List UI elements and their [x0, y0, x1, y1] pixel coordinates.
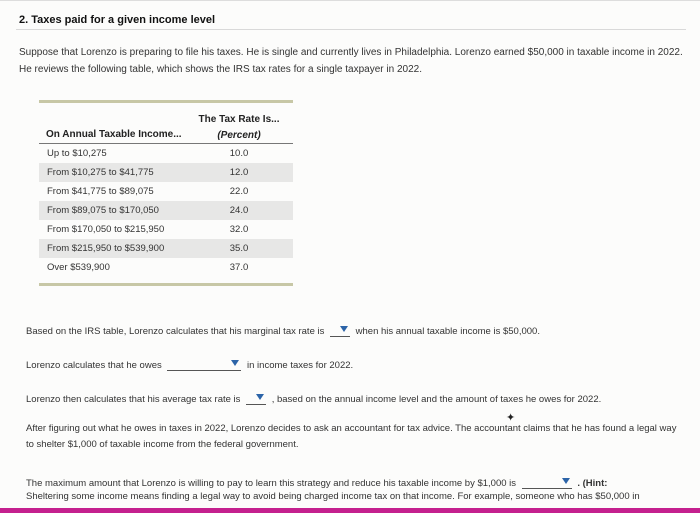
- dropdown-arrow-icon: [562, 478, 570, 484]
- table-row: [39, 220, 293, 239]
- table-row: [39, 182, 293, 201]
- taxes-owed-text: Lorenzo calculates that he owes: [26, 360, 162, 371]
- dropdown-arrow-icon: [231, 360, 239, 366]
- max-pay-question: [26, 475, 607, 489]
- col-income-header: On Annual Taxable Income...: [46, 129, 182, 140]
- max-pay-text: The maximum amount that Lorenzo is willing to pay to learn this strategy and reduce his taxable income by $1,000 is: [26, 478, 517, 489]
- average-rate-suffix: , based on the annual income level and the amount of taxes he owes for 2022.: [271, 394, 602, 405]
- table-body: [39, 144, 293, 277]
- average-rate-dropdown[interactable]: [246, 391, 266, 405]
- rate-cell: 35.0: [229, 243, 249, 254]
- question-title: 2. Taxes paid for a given income level: [19, 14, 216, 26]
- intro-paragraph: Suppose that Lorenzo is preparing to file his taxes. He is single and currently lives in Philadelphia. Lorenzo earned $50,000 in taxable income in 2022. He reviews the following table, which shows the IRS tax rates for a single taxpayer in 2022.: [19, 47, 683, 75]
- table-row: [39, 239, 293, 258]
- taxes-owed-suffix: in income taxes for 2022.: [247, 360, 354, 371]
- table-row: [39, 144, 293, 163]
- rate-cell: 37.0: [229, 262, 249, 273]
- accent-bar: [0, 508, 700, 513]
- col-rate-header-line1: The Tax Rate Is...: [198, 114, 280, 125]
- marginal-rate-dropdown[interactable]: [330, 323, 350, 337]
- rate-cell: 24.0: [229, 205, 249, 216]
- mouse-cursor-icon: ✦: [506, 412, 516, 424]
- marginal-rate-suffix: when his annual taxable income is $50,000.: [355, 326, 540, 337]
- income-cell: From $170,050 to $215,950: [47, 224, 165, 235]
- dropdown-arrow-icon: [340, 326, 348, 332]
- marginal-rate-question: [26, 323, 540, 337]
- table-header: [39, 103, 293, 144]
- col-rate-header-line2: (Percent): [217, 130, 261, 141]
- table-row: [39, 201, 293, 220]
- income-cell: From $10,275 to $41,775: [47, 167, 154, 178]
- income-cell: From $89,075 to $170,050: [47, 205, 159, 216]
- rate-cell: 12.0: [229, 167, 249, 178]
- average-rate-text: Lorenzo then calculates that his average tax rate is: [26, 394, 241, 405]
- table-row: [39, 258, 293, 277]
- accountant-paragraph: After figuring out what he owes in taxes in 2022, Lorenzo decides to ask an accountant for tax advice. The accountant claims that he has found a legal way to shelter $1,000 of taxable income from the federal government.: [26, 423, 677, 450]
- rate-cell: 10.0: [229, 148, 249, 159]
- income-cell: Up to $10,275: [47, 148, 107, 159]
- max-pay-dropdown[interactable]: [522, 475, 572, 489]
- col-rate-header: [189, 112, 289, 144]
- income-cell: Over $539,900: [47, 262, 110, 273]
- hint-label: . (Hint:: [577, 478, 608, 489]
- table-row: [39, 163, 293, 182]
- dropdown-arrow-icon: [256, 394, 264, 400]
- title-divider: [16, 29, 686, 30]
- income-cell: From $41,775 to $89,075: [47, 186, 154, 197]
- rate-cell: 22.0: [229, 186, 249, 197]
- table-bottom-rule: [39, 283, 293, 286]
- income-cell: From $215,950 to $539,900: [47, 243, 165, 254]
- rate-cell: 32.0: [229, 224, 249, 235]
- taxes-owed-dropdown[interactable]: [167, 357, 241, 371]
- marginal-rate-text: Based on the IRS table, Lorenzo calculates that his marginal tax rate is: [26, 326, 325, 337]
- taxes-owed-question: [26, 357, 353, 371]
- average-rate-question: [26, 391, 601, 405]
- tax-rate-table: [39, 100, 293, 286]
- hint-line: Sheltering some income means finding a legal way to avoid being charged income tax on that income. For example, someone who has $50,000 in: [26, 491, 640, 502]
